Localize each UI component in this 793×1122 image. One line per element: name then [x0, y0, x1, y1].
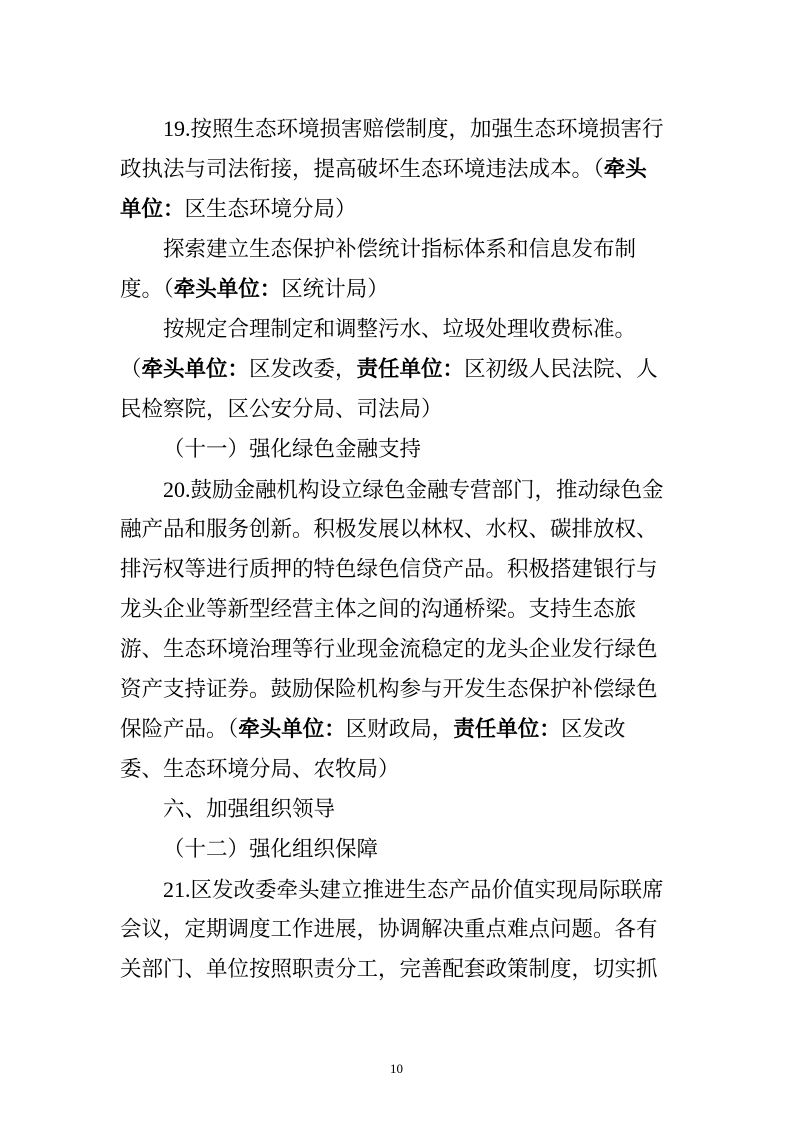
text-segment: 龙头企业等新型经营主体之间的沟通桥梁。支持生态旅 [120, 597, 637, 622]
heading-text: （十二）强化组织保障 [163, 837, 379, 862]
responsible-unit-label: 责任单位： [356, 357, 465, 382]
section-heading-12 [163, 835, 680, 865]
text-segment: 委、生态环境分局、农牧局） [120, 757, 400, 782]
responsible-unit-label: 责任单位： [453, 717, 561, 742]
text-segment: 区财政局， [345, 717, 454, 742]
section-heading-11 [163, 435, 680, 465]
text-segment: 度。（ [120, 277, 174, 302]
paragraph-line [120, 635, 680, 665]
paragraph-line [120, 555, 680, 585]
lead-unit-label: 单位： [120, 197, 185, 222]
text-segment: 会议，定期调度工作进展，协调解决重点难点问题。各有 [120, 917, 658, 942]
paragraph-line [120, 755, 680, 785]
text-segment: 关部门、单位按照职责分工，完善配套政策制度，切实抓 [120, 957, 658, 982]
text-segment: 融产品和服务创新。积极发展以林权、水权、碳排放权、 [120, 517, 658, 542]
text-segment: 区发改 [560, 717, 626, 742]
text-segment: 探索建立生态保护补偿统计指标体系和信息发布制 [163, 237, 637, 262]
paragraph-line [120, 595, 680, 625]
text-segment: 游、生态环境治理等行业现金流稳定的龙头企业发行绿色 [120, 637, 658, 662]
lead-unit-label: 牵头单位： [173, 277, 282, 302]
item-number: 21. [163, 877, 191, 902]
item-number: 20. [163, 477, 191, 502]
paragraph-19-line-2 [120, 155, 680, 185]
paragraph-20-line-1 [163, 475, 680, 505]
paragraph-line [163, 235, 680, 265]
text-segment: 区发改委， [249, 357, 357, 382]
paragraph-line [120, 715, 680, 745]
paragraph-21-line-1 [163, 875, 680, 905]
paragraph-line [120, 675, 680, 705]
page-number: 10 [390, 1061, 403, 1076]
heading-text: （十一）强化绿色金融支持 [163, 437, 422, 462]
paragraph-line [120, 355, 680, 385]
text-segment: （ [120, 357, 142, 382]
text-segment: 民检察院，区公安分局、司法局） [120, 397, 443, 422]
text-segment: 排污权等进行质押的特色绿色信贷产品。积极搭建银行与 [120, 557, 658, 582]
paragraph-line [120, 915, 680, 945]
text-segment: 政执法与司法衔接，提高破坏生态环境违法成本。（ [120, 157, 604, 182]
paragraph-19-line-3 [120, 195, 680, 225]
text-segment: 资产支持证券。鼓励保险机构参与开发生态保护补偿绿色 [120, 677, 658, 702]
text-segment: 区初级人民法院、人 [464, 357, 658, 382]
lead-unit-label: 牵头单位： [141, 357, 250, 382]
text-segment: 按照生态环境损害赔偿制度，加强生态环境损害行 [190, 117, 664, 142]
paragraph-line [163, 315, 680, 345]
text-segment: 鼓励金融机构设立绿色金融专营部门，推动绿色金 [190, 478, 664, 503]
heading-text: 六、加强组织领导 [163, 797, 336, 822]
paragraph-line [120, 275, 680, 305]
text-segment: 区生态环境分局） [184, 197, 357, 222]
section-heading-6 [163, 795, 680, 825]
paragraph-line [120, 955, 680, 985]
item-number: 19. [163, 116, 191, 141]
lead-unit-label: 牵头 [603, 157, 647, 182]
paragraph-line [120, 515, 680, 545]
text-segment: 保险产品。（ [120, 717, 239, 742]
lead-unit-label: 牵头单位： [238, 717, 346, 742]
text-segment: 区统计局） [281, 277, 389, 302]
paragraph-line [120, 395, 680, 425]
text-segment: 按规定合理制定和调整污水、垃圾处理收费标准。 [163, 317, 637, 342]
paragraph-19-line-1 [163, 114, 680, 144]
text-segment: 区发改委牵头建立推进生态产品价值实现局际联席 [190, 878, 664, 903]
